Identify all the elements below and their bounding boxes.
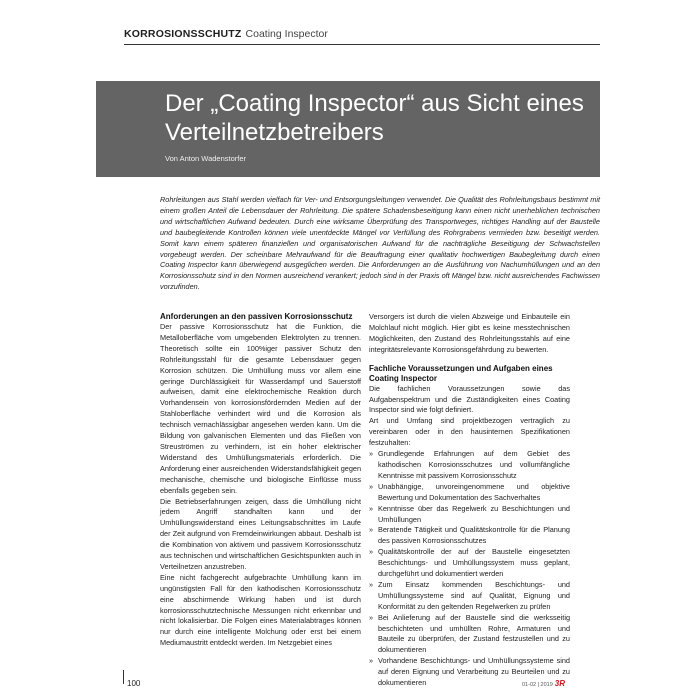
article-title: Der „Coating Inspector“ aus Sicht eines Verteilnetzbetreibers bbox=[165, 90, 584, 146]
header-divider bbox=[124, 44, 600, 45]
footer-issue bbox=[522, 679, 565, 688]
list-item: » Zum Einsatz kommenden Beschichtungs- und Umhüllungssysteme sind auf Qualität, Eignung und Konformität zu den geltenden Regelwerken zu prüfen bbox=[369, 580, 570, 613]
body-paragraph: Der passive Korrosionsschutz hat die Funktion, die Metalloberfläche vom umgebenden Elektrolyten zu trennen. Theoretisch sollte ein 100%iger passiver Schutz den Rohrleitungsstahl für die gesamte Lebensdauer gegen Korrosion schützen. Die Umhüllung muss vor allem eine geringe Durchlässigkeit für Wasserdampf und Sauerstoff aufweisen, damit eine elektrochemische Reaktion durch Vorhandensein von korrosionsfördernden Medien auf der Stahloberfläche verhindert wird und die Korrosion als technisch vernachlässigbar angesehen werden kann. Um die Bildung von galvanischen Elementen und das Fließen von Streuströmen zu verhindern, ist ein hoher elektrischer Widerstand des Umhüllungsmaterials erforderlich. Die Anforderung einer ausreichenden Widerstandsfähigkeit gegen mechanische, chemische und biologische Einflüsse muss ebenfalls gegeben sein. bbox=[160, 322, 361, 495]
list-item: » Qualitätskontrolle der auf der Baustelle eingesetzten Beschichtungs- und Umhüllungssystem muss geplant, durchgeführt und dokumentiert werden bbox=[369, 547, 570, 580]
footer-divider bbox=[123, 670, 124, 684]
title-banner bbox=[96, 81, 600, 177]
publisher-logo: 3R bbox=[554, 679, 566, 688]
body-paragraph: Die Betriebserfahrungen zeigen, dass die Umhüllung nicht jedem Angriff standhalten kann und der Umhüllungswiderstand eines Leitungsabschnittes im Laufe der Zeit aufgrund von Fremdeinwirkungen abbaut. Deshalb ist die Kombination von aktivem und passivem Korrosionsschutz aus technischen und wirtschaftlichen Gesichtspunkten auch in Verteilnetzen anzustreben. bbox=[160, 496, 361, 571]
list-item: » Kenntnisse über das Regelwerk zu Beschichtungen und Umhüllungen bbox=[369, 504, 570, 526]
list-item: » Beratende Tätigkeit und Qualitätskontrolle für die Planung des passiven Korrosionsschutzes bbox=[369, 525, 570, 547]
list-item: » Bei Anlieferung auf der Baustelle sind die werksseitig beschichteten und umhüllten Rohre, Armaturen und Bauteile zu überprüfen, der Zustand festzustellen und zu dokumentieren bbox=[369, 613, 570, 657]
section-label: KORROSIONSSCHUTZ bbox=[124, 28, 242, 40]
body-paragraph: Eine nicht fachgerecht aufgebrachte Umhüllung kann im ungünstigsten Fall für den kathodischen Korrosionsschutz eine abschirmende Wirkung haben und ist durch korrosionsschutztechnische Messungen nicht erkennbar und nicht lokalisierbar. Die Folgen eines Materialabtrages können nur durch eine intelligente Molchung oder erst bei einem Mediumaustritt entdeckt werden. Im Netzgebiet eines bbox=[160, 572, 361, 648]
issue-date: 01-02 | 2019 bbox=[522, 682, 553, 688]
list-item: » Unabhängige, unvoreingenommene und objektive Bewertung und Dokumentation des Sachverhaltes bbox=[369, 482, 570, 504]
page-number: 100 bbox=[127, 679, 141, 688]
body-paragraph: Die fachlichen Voraussetzungen sowie das Aufgabenspektrum und die Zuständigkeiten eines Coating Inspector sind wie folgt definiert. bbox=[369, 383, 570, 415]
article-lead: Rohrleitungen aus Stahl werden vielfach für Ver- und Entsorgungsleitungen verwendet. Die Qualität des Rohrleitungsbaus bestimmt mit einem großen Anteil die Lebensdauer der Rohrleitung. Die spätere Schadensbeseitigung kann einen nicht unerheblichen technischen und wirtschaftlichen Aufwand bedeuten. Durch eine wirksame Überprüfung des Transportweges, richtiges Handling auf der Baustelle und baubegleitende Kontrollen können viele unentdeckte Mängel vor Verfüllung des Rohrgrabens vermieden bzw. beseitigt werden. Somit kann einem späteren finanziellen und organisatorischen Aufwand für die nachträgliche Beseitigung der Schwachstellen vorgebeugt werden. Der scheinbare Mehraufwand für die Beauftragung einer qualitativ hochwertigen Baubegleitung durch einen Coating Inspector kann überwiegend ausgeglichen werden. Die Anforderungen an die Ausführung von Nachumhüllungen und an den Korrosionsschutz sind in den Normen ausreichend verankert; jedoch sind in der Praxis oft Mängel bzw. nicht ausreichendes Fachwissen vorzufinden. bbox=[160, 195, 600, 292]
list-item: » Vorhandene Beschichtungs- und Umhüllungssysteme sind auf deren Eignung und Verarbeitung zu Beurteilen und zu dokumentieren bbox=[369, 656, 570, 689]
column-left bbox=[160, 312, 361, 649]
section-heading: Fachliche Voraussetzungen und Aufgaben eines Coating Inspector bbox=[369, 363, 553, 383]
requirements-list bbox=[369, 449, 570, 689]
column-right bbox=[369, 312, 570, 689]
list-item: » Grundlegende Erfahrungen auf dem Gebiet des kathodischen Korrosionsschutzes und vollumfängliche Kenntnisse mit passivem Korrosionsschutz bbox=[369, 449, 570, 482]
running-header bbox=[124, 28, 600, 40]
section-heading: Anforderungen an den passiven Korrosionsschutz bbox=[160, 312, 353, 321]
article-author: Von Anton Wadenstorfer bbox=[165, 154, 247, 163]
subsection-label: Coating Inspector bbox=[245, 28, 328, 40]
body-paragraph: Art und Umfang sind projektbezogen vertraglich zu vereinbaren oder in den hausinternen Spezifikationen festzuhalten: bbox=[369, 416, 570, 448]
body-paragraph-continued: Versorgers ist durch die vielen Abzweige und Einbauteile ein Molchlauf nicht möglich. Hier gibt es keine messtechnischen Möglichkeiten, den Zustand des Rohrleitungsstahls auf eine integritätsrelevante Korrosionsgefährdung zu bewerten. bbox=[369, 312, 570, 354]
